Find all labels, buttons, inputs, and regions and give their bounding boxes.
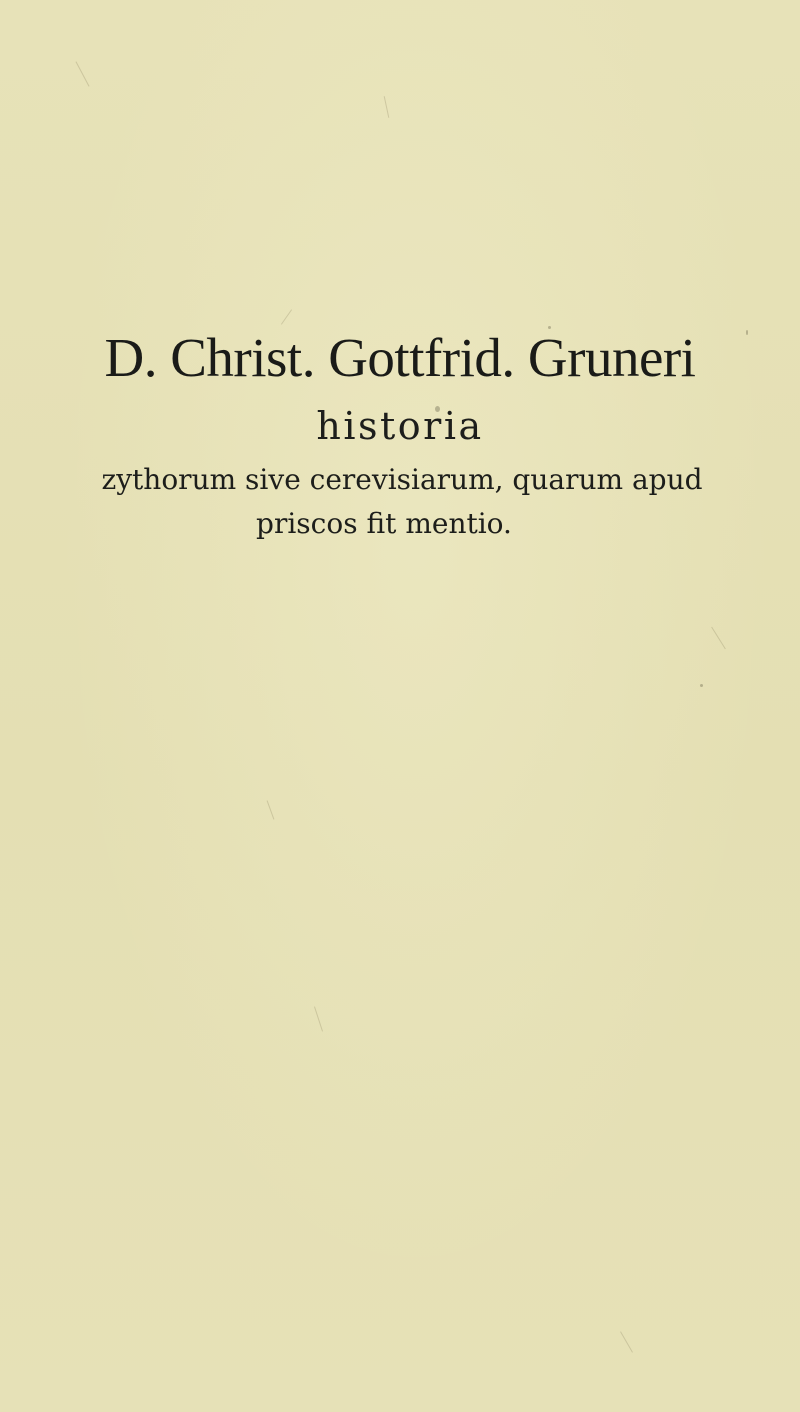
title-description: [0, 458, 800, 546]
paper-fiber: [281, 309, 292, 324]
description-line: zythorum sive cerevisiarum, quarum apud: [101, 463, 703, 496]
page-title: D. Christ. Gottfrid. Gruneri: [104, 327, 696, 388]
paper-fiber: [384, 96, 390, 118]
paper-fiber: [620, 1331, 633, 1352]
title-block: [0, 325, 800, 546]
description-line: priscos fit mentio.: [256, 507, 512, 540]
paper-fiber: [267, 800, 275, 819]
paper-fiber: [314, 1006, 323, 1031]
paper-fiber: [75, 61, 89, 86]
page-subtitle: historia: [316, 404, 484, 448]
paper-speck: [700, 684, 703, 687]
paper-fiber: [711, 627, 726, 650]
